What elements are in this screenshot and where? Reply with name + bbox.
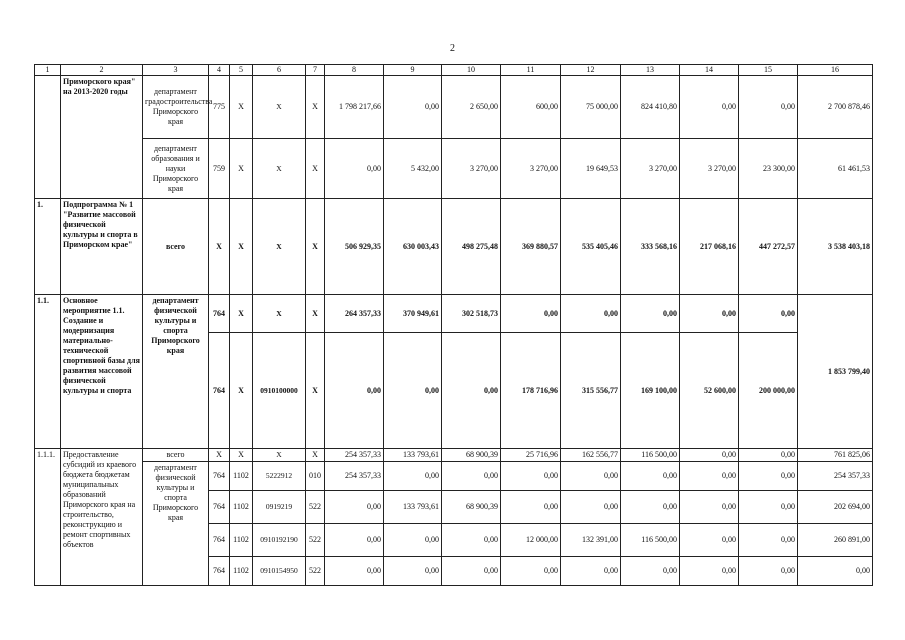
value-cell: 200 000,00 [739,333,798,449]
value-cell: 0,00 [739,295,798,333]
value-cell: 254 357,33 [325,462,384,491]
value-cell: 61 461,53 [798,139,873,199]
value-cell: 761 825,06 [798,449,873,462]
value-cell: 0,00 [680,449,739,462]
grbs-cell: Х [209,449,230,462]
vr-cell: Х [306,449,325,462]
value-cell: 178 716,96 [501,333,561,449]
value-cell: 0,00 [680,295,739,333]
item-name-cell: Предоставление субсидий из краевого бюджета бюджетам муниципальных образований Приморского края на строительство, реконструкцию и ремонт спортивных объектов [61,449,143,586]
value-cell: 0,00 [384,524,442,557]
value-cell: 0,00 [680,524,739,557]
csr-cell: Х [253,199,306,295]
value-cell: 0,00 [561,557,621,586]
value-cell: 600,00 [501,76,561,139]
column-number: 9 [384,65,442,76]
value-cell: 254 357,33 [325,449,384,462]
value-cell: 447 272,57 [739,199,798,295]
grbs-cell: 764 [209,295,230,333]
column-number: 3 [143,65,209,76]
csr-cell: 0919219 [253,491,306,524]
value-cell: 0,00 [442,557,501,586]
grbs-cell: 775 [209,76,230,139]
column-number: 10 [442,65,501,76]
value-cell: 0,00 [325,524,384,557]
value-cell: 3 270,00 [621,139,680,199]
grbs-cell: 764 [209,557,230,586]
column-number: 6 [253,65,306,76]
page-number: 2 [450,43,455,54]
value-cell: 264 357,33 [325,295,384,333]
rz-cell: 1102 [230,491,253,524]
rz-cell: Х [230,449,253,462]
value-cell: 0,00 [739,524,798,557]
vr-cell: 522 [306,491,325,524]
value-cell: 370 949,61 [384,295,442,333]
rz-cell: Х [230,295,253,333]
column-number: 4 [209,65,230,76]
csr-cell: Х [253,139,306,199]
value-cell: 0,00 [501,491,561,524]
value-cell: 5 432,00 [384,139,442,199]
value-cell: 0,00 [680,557,739,586]
value-cell: 333 568,16 [621,199,680,295]
value-cell: 0,00 [621,557,680,586]
column-number: 14 [680,65,739,76]
csr-cell: 0910154950 [253,557,306,586]
rz-cell: Х [230,76,253,139]
column-number-row [35,65,873,76]
value-cell: 0,00 [325,557,384,586]
value-cell: 0,00 [501,462,561,491]
rz-cell: 1102 [230,524,253,557]
grbs-cell: 764 [209,491,230,524]
value-cell: 0,00 [680,462,739,491]
value-cell: 3 270,00 [501,139,561,199]
department-cell: департамент образования и науки Приморского края [143,139,209,199]
value-cell: 0,00 [739,491,798,524]
value-cell: 0,00 [561,295,621,333]
value-cell: 0,00 [739,449,798,462]
value-cell: 1 798 217,66 [325,76,384,139]
value-cell: 0,00 [798,557,873,586]
value-cell: 369 880,57 [501,199,561,295]
value-cell: 0,00 [739,76,798,139]
column-number: 2 [61,65,143,76]
value-cell: 302 518,73 [442,295,501,333]
column-number: 7 [306,65,325,76]
department-cell: департамент физической культуры и спорта Приморского края [143,295,209,449]
value-cell: 19 649,53 [561,139,621,199]
table-row [35,462,873,491]
value-cell: 0,00 [501,295,561,333]
value-cell: 162 556,77 [561,449,621,462]
value-cell: 0,00 [621,462,680,491]
department-cell: департамент градостроительства Приморского края [143,76,209,139]
item-name-cell: Основное мероприятие 1.1. Создание и модернизация материально-технической спортивной базы для развития массовой физической культуры и спорта [61,295,143,449]
vr-cell: Х [306,199,325,295]
value-cell: 3 270,00 [442,139,501,199]
value-cell: 169 100,00 [621,333,680,449]
column-number: 8 [325,65,384,76]
department-cell: департамент физической культуры и спорта Приморского края [143,462,209,586]
rz-cell: Х [230,139,253,199]
grbs-cell: 759 [209,139,230,199]
column-number: 1 [35,65,61,76]
value-cell: 3 538 403,18 [798,199,873,295]
csr-cell: 0910192190 [253,524,306,557]
value-cell: 0,00 [384,462,442,491]
value-cell: 0,00 [680,76,739,139]
value-cell: 217 068,16 [680,199,739,295]
vr-cell: 522 [306,557,325,586]
column-number: 12 [561,65,621,76]
value-cell: 23 300,00 [739,139,798,199]
table-row [35,449,873,462]
column-number: 15 [739,65,798,76]
rz-cell: Х [230,199,253,295]
value-cell: 2 650,00 [442,76,501,139]
csr-cell: Х [253,76,306,139]
grbs-cell: Х [209,199,230,295]
vr-cell: Х [306,333,325,449]
vr-cell: 522 [306,524,325,557]
table-row [35,139,873,199]
value-cell: 3 270,00 [680,139,739,199]
value-cell: 116 500,00 [621,524,680,557]
csr-cell: Х [253,295,306,333]
department-cell: всего [143,199,209,295]
value-cell: 68 900,39 [442,449,501,462]
column-number: 16 [798,65,873,76]
value-cell: 0,00 [325,333,384,449]
value-cell: 202 694,00 [798,491,873,524]
csr-cell: Х [253,449,306,462]
value-cell: 254 357,33 [798,462,873,491]
value-cell: 0,00 [621,295,680,333]
vr-cell: Х [306,139,325,199]
value-cell: 506 929,35 [325,199,384,295]
rz-cell: 1102 [230,462,253,491]
item-name-cell: Подпрограмма № 1 "Развитие массовой физической культуры и спорта в Приморском крае" [61,199,143,295]
item-number-cell: 1.1. [35,295,61,449]
value-cell: 0,00 [501,557,561,586]
value-cell: 315 556,77 [561,333,621,449]
value-cell: 0,00 [384,76,442,139]
value-cell: 25 716,96 [501,449,561,462]
value-cell: 133 793,61 [384,449,442,462]
value-cell: 12 000,00 [501,524,561,557]
vr-cell: Х [306,295,325,333]
value-cell: 0,00 [561,491,621,524]
value-cell: 0,00 [384,557,442,586]
value-cell: 0,00 [739,557,798,586]
value-cell: 498 275,48 [442,199,501,295]
value-cell: 0,00 [442,524,501,557]
value-cell: 0,00 [561,462,621,491]
grbs-cell: 764 [209,333,230,449]
table-row [35,199,873,295]
vr-cell: Х [306,76,325,139]
csr-cell: 0910100000 [253,333,306,449]
total-cell: 1 853 799,40 [798,295,873,449]
table-row [35,295,873,333]
value-cell: 0,00 [621,491,680,524]
value-cell: 0,00 [325,139,384,199]
item-number-cell: 1. [35,199,61,295]
csr-cell: 5222912 [253,462,306,491]
item-name-cell: Приморского края" на 2013-2020 годы [61,76,143,199]
budget-table [34,64,873,586]
column-number: 13 [621,65,680,76]
value-cell: 75 000,00 [561,76,621,139]
column-number: 5 [230,65,253,76]
value-cell: 0,00 [325,491,384,524]
value-cell: 824 410,80 [621,76,680,139]
value-cell: 2 700 878,46 [798,76,873,139]
value-cell: 0,00 [739,462,798,491]
grbs-cell: 764 [209,524,230,557]
value-cell: 260 891,00 [798,524,873,557]
grbs-cell: 764 [209,462,230,491]
value-cell: 52 600,00 [680,333,739,449]
rz-cell: Х [230,333,253,449]
value-cell: 535 405,46 [561,199,621,295]
value-cell: 133 793,61 [384,491,442,524]
table-row [35,76,873,139]
item-number-cell [35,76,61,199]
value-cell: 0,00 [384,333,442,449]
value-cell: 116 500,00 [621,449,680,462]
column-number: 11 [501,65,561,76]
value-cell: 630 003,43 [384,199,442,295]
value-cell: 68 900,39 [442,491,501,524]
item-number-cell: 1.1.1. [35,449,61,586]
department-cell: всего [143,449,209,462]
value-cell: 132 391,00 [561,524,621,557]
value-cell: 0,00 [680,491,739,524]
value-cell: 0,00 [442,333,501,449]
rz-cell: 1102 [230,557,253,586]
value-cell: 0,00 [442,462,501,491]
vr-cell: 010 [306,462,325,491]
